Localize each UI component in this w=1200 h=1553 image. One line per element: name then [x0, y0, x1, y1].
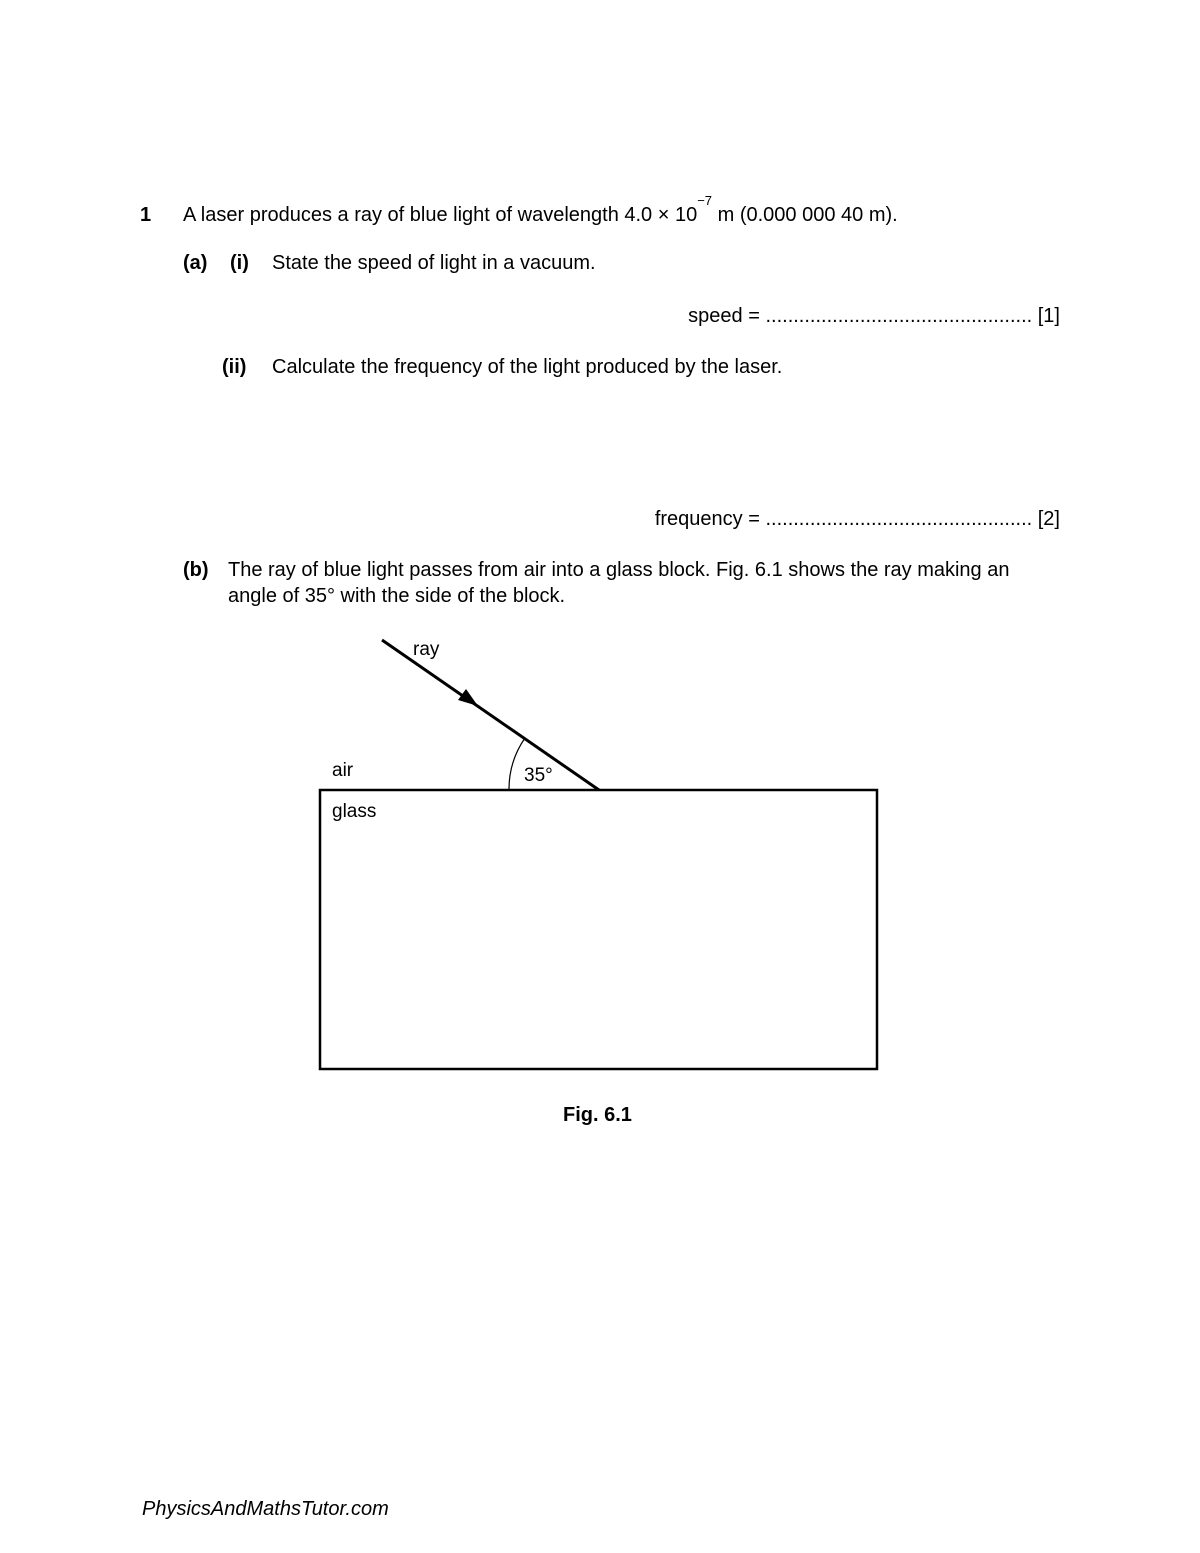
part-b-line2: angle of 35° with the side of the block. [228, 585, 566, 607]
footer-site: PhysicsAndMathsTutor.com [142, 1498, 389, 1520]
part-a-ii-label: (ii) [222, 356, 247, 378]
speed-marks: [1] [1037, 305, 1060, 327]
speed-answer-label: speed = [688, 305, 766, 327]
angle-arc [509, 738, 525, 790]
part-b-line1: The ray of blue light passes from air into a glass block. Fig. 6.1 shows the ray making an [228, 559, 1010, 581]
angle-label: 35° [524, 765, 553, 786]
part-b-label: (b) [183, 559, 209, 581]
intro-text: A laser produces a ray of blue light of wavelength 4.0 × 10 [183, 204, 698, 226]
part-a-label: (a) [183, 252, 208, 274]
intro-exponent: −7 [697, 193, 713, 208]
glass-label: glass [332, 801, 377, 822]
part-a-i-label: (i) [230, 252, 249, 274]
glass-block [320, 790, 877, 1069]
frequency-answer-label: frequency = [654, 508, 766, 530]
part-a-ii-text: Calculate the frequency of the light produced by the laser. [272, 356, 783, 378]
speed-answer-blank[interactable]: ................................................ [765, 305, 1033, 327]
part-a-i-text: State the speed of light in a vacuum. [272, 252, 596, 274]
incident-ray [382, 640, 599, 790]
intro-text-end: m (0.000 000 40 m). [712, 204, 898, 226]
question-number: 1 [140, 204, 152, 226]
figure-caption: Fig. 6.1 [563, 1104, 632, 1126]
frequency-answer-blank[interactable]: ................................................ [765, 508, 1033, 530]
ray-label: ray [413, 639, 440, 660]
air-label: air [332, 760, 354, 781]
frequency-marks: [2] [1037, 508, 1060, 530]
ray-arrowhead [458, 689, 478, 706]
